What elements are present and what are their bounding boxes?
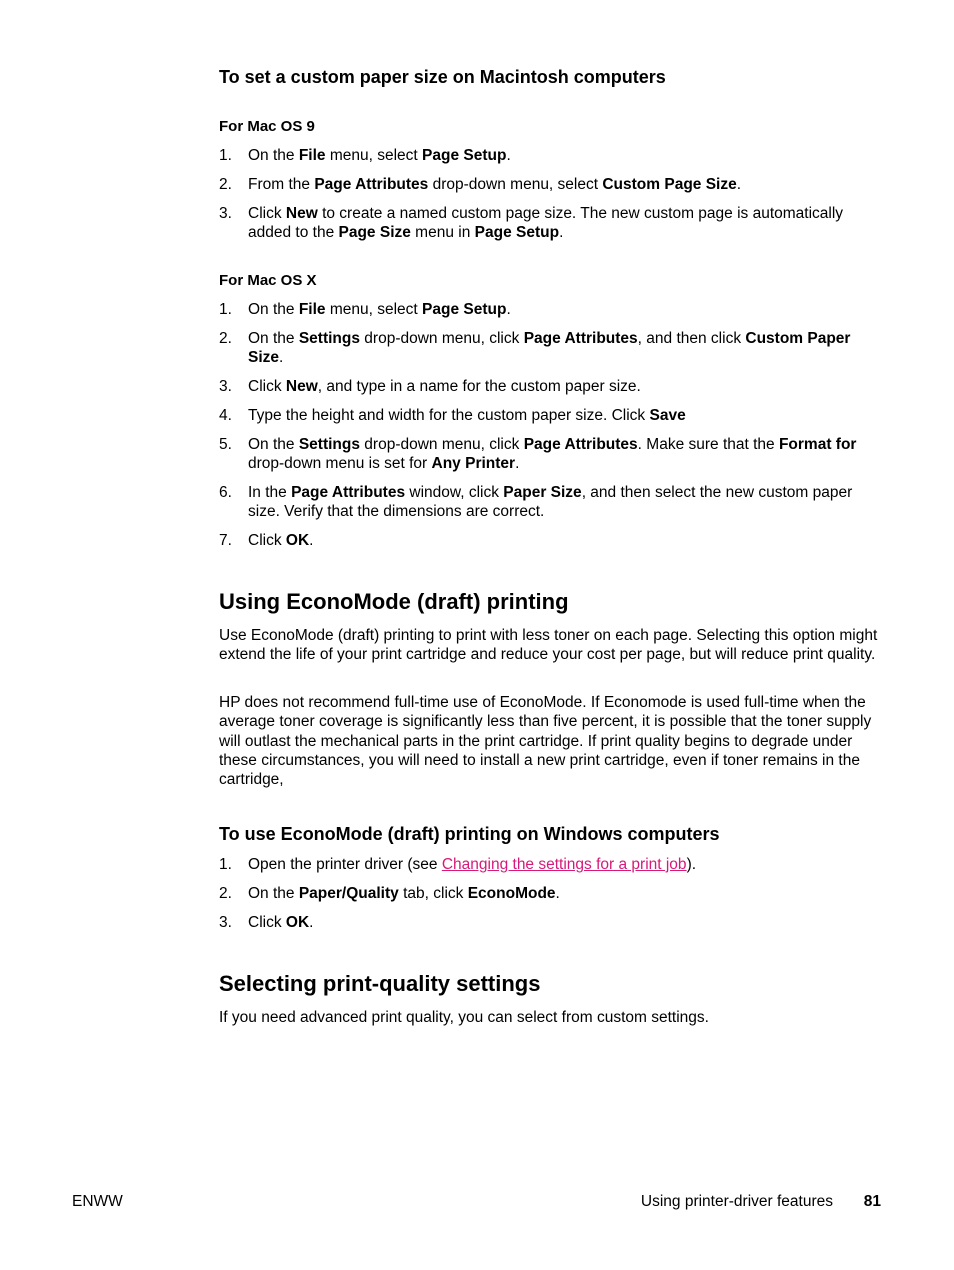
custom-paper-heading: To set a custom paper size on Macintosh computers <box>219 67 666 87</box>
print-quality-paragraph: If you need advanced print quality, you can select from custom settings. <box>219 1009 709 1026</box>
footer-section: Using printer-driver features <box>640 1193 833 1210</box>
economode-paragraph-2: HP does not recommend full-time use of EconoMode. If Economode is used full-time when the average toner coverage is significantly less than five percent, it is possible that the toner supply will outlast the mechanical parts in the print cartridge. If print quality begins to degrade under these circumstances, you will need to install a new print cartridge, even if toner remains in the cartridge, <box>219 694 872 789</box>
footer-left: ENWW <box>72 1193 123 1210</box>
mac-osx-label: For Mac OS X <box>219 272 317 289</box>
mac-os9-label: For Mac OS 9 <box>219 118 315 135</box>
economode-windows-heading: To use EconoMode (draft) printing on Windows computers <box>219 824 720 844</box>
economode-heading: Using EconoMode (draft) printing <box>219 589 569 614</box>
economode-paragraph-1: Use EconoMode (draft) printing to print with less toner on each page. Selecting this option might extend the life of your print cartridge and reduce your cost per page, but will reduce print quality. <box>219 627 878 664</box>
print-quality-heading: Selecting print-quality settings <box>219 971 541 996</box>
changing-settings-link[interactable]: Changing the settings for a print job <box>441 856 687 873</box>
page-number: 81 <box>863 1193 881 1210</box>
